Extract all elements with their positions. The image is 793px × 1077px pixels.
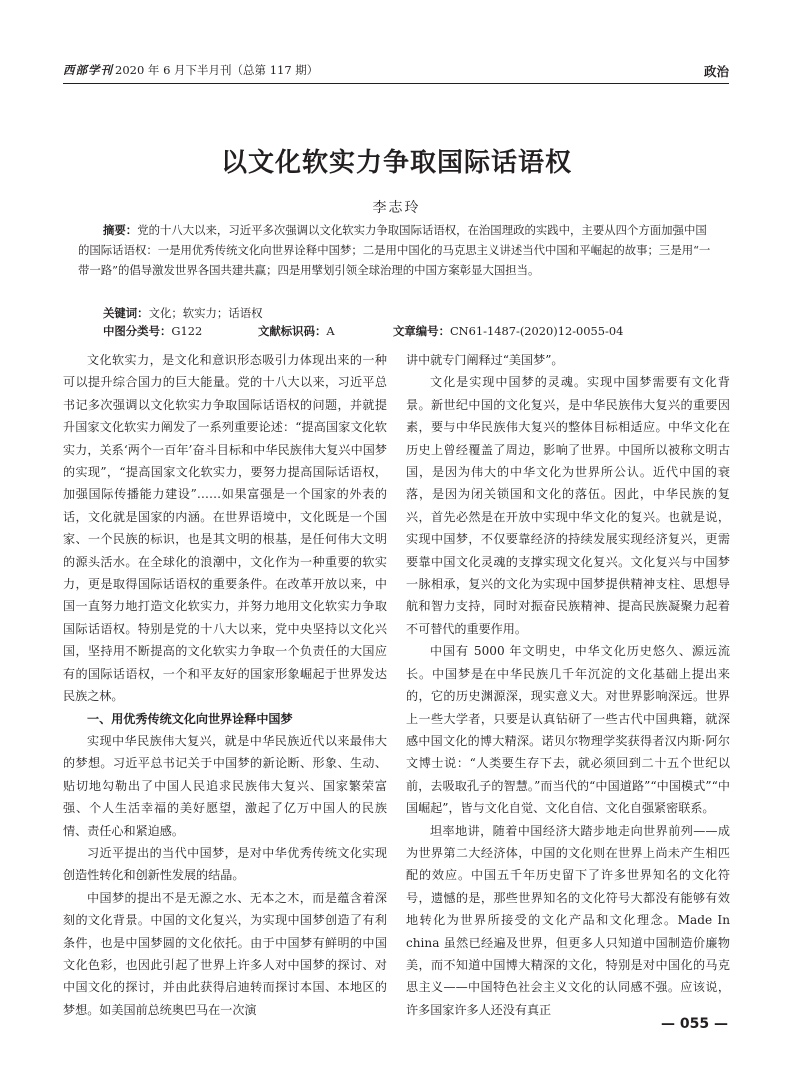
paragraph: 习近平提出的当代中国梦，是对中华优秀传统文化实现创造性转化和创新性发展的结晶。 <box>63 845 387 883</box>
running-header <box>63 60 729 80</box>
doc-code-value: A <box>326 324 335 338</box>
paragraph: 文化是实现中国梦的灵魂。实现中国梦需要有文化背景。新世纪中国的文化复兴，是中华民族伟大复兴的重要因素，要与中华民族伟大复兴的整体目标相适应。中华文化在历史上曾经覆盖了周边，影响了世界。中国所以被称文明古国，是因为伟大的中华文化为世界所公认。近代中国的衰落，是因为闭关锁国和文化的落伍。因此，中华民族的复兴，首先必然是在开放中实现中华文化的复兴。也就是说，实现中国梦，不仅要靠经济的持续发展实现经济复兴，更需要靠中国文化灵魂的支撑实现文化复兴。文化复兴与中国梦一脉相承，复兴的文化为实现中国梦提供精神支柱、思想导航和智力支持，同时对振奋民族精神、提高民族凝聚力起着不可替代的重要作用。 <box>406 375 730 636</box>
journal-name: 西部学刊 <box>63 63 113 77</box>
doc-code-label: 文献标识码： <box>258 324 327 338</box>
paragraph: 文化软实力，是文化和意识形态吸引力体现出来的一种可以提升综合国力的巨大能量。党的十八大以来，习近平总书记多次强调以文化软实力争取国际话语权的问题，并就提升国家文化软实力阐发了一系列重要论述：“提高国家文化软实力，关系‘两个一百年’奋斗目标和中华民族伟大复兴中国梦的实现”，“提高国家文化软实力，要努力提高国际话语权，加强国际传播能力建设”……如果富强是一个国家的外表的话，文化就是国家的内涵。在世界语境中，文化既是一个国家、一个民族的标识，也是其文明的根基，是任何伟大文明的源头活水。在全球化的浪潮中，文化作为一种重要的软实力，更是取得国际话语权的重要条件。在改革开放以来，中国一直努力地打造文化软实力，并努力地用文化软实力争取国际话语权。特别是党的十八大以来，党中央坚持以文化兴国，坚持用不断提高的文化软实力争取一个负责任的大国应有的国际话语权，一个和平友好的国家形象崛起于世界发达民族之林。 <box>63 353 387 704</box>
article-number-label: 文章编号： <box>393 324 450 338</box>
body-left-column <box>63 349 387 1021</box>
clc-value: G122 <box>171 324 203 338</box>
header-rule <box>63 83 729 84</box>
article-title: 以文化软实力争取国际话语权 <box>220 148 572 178</box>
article-author: 李志玲 <box>372 200 421 216</box>
issue-info: 2020 年 6 月下半月刊（总第 117 期） <box>115 63 319 77</box>
paragraph-continued: 讲中就专门阐释过“美国梦”。 <box>406 353 564 367</box>
body-right-column <box>406 349 730 1021</box>
paragraph: 中国梦的提出不是无源之水、无本之木，而是蕴含着深刻的文化背景。中国的文化复兴，为实现中国梦创造了有利条件，也是中国梦圆的文化依托。由于中国梦有鲜明的中国文化色彩，也因此引起了世界上许多人对中国梦的探讨、对中国文化的探讨，并由此获得启迪转而探讨本国、本地区的梦想。如美国前总统奥巴马在一次演 <box>63 890 387 1017</box>
abstract-label: 摘要： <box>103 223 138 237</box>
paragraph: 中国有 5000 年文明史，中华文化历史悠久、源远流长。中国梦是在中华民族几千年沉淀的文化基础上提出来的，它的历史渊源深，现实意义大。对世界影响深远。世界上一些大学者，只要是认真钻研了一些古代中国典籍，就深感中国文化的博大精深。诺贝尔物理学奖获得者汉内斯·阿尔文博士说：“人类要生存下去，就必须回到二十五个世纪以前，去吸取孔子的智慧。”而当代的“中国道路”“中国模式”“中国崛起”，皆与文化自觉、文化自信、文化自强紧密联系。 <box>406 644 730 816</box>
keywords <box>103 305 263 321</box>
article-number-value: CN61-1487-(2020)12-0055-04 <box>449 324 624 338</box>
paragraph: 坦率地讲，随着中国经济大踏步地走向世界前列——成为世界第二大经济体，中国的文化则在世界上尚未产生相匹配的效应。中国五千年历史留下了许多世界知名的文化符号，遗憾的是，那些世界知名的文化符号大都没有能够有效地转化为世界所接受的文化产品和文化理念。Made In china 虽然已经遍及世界，但更多人只知道中国制造价廉物美，而不知道中国博大精深的文化，特别是对中国化的马克思主义——中国特色社会主义文化的认同感不强。应该说，许多国家许多人还没有真正 <box>406 823 730 1017</box>
section-label: 政治 <box>703 64 729 79</box>
abstract <box>78 221 718 280</box>
section-heading: 一、用优秀传统文化向世界诠释中国梦 <box>87 711 293 726</box>
paragraph: 实现中华民族伟大复兴，就是中华民族近代以来最伟大的梦想。习近平总书记关于中国梦的新论断、形象、生动、贴切地勾勒出了中国人民追求民族伟大复兴、国家繁荣富强、个人生活幸福的美好愿望，激起了亿万中国人的民族情、责任心和紧迫感。 <box>63 733 387 838</box>
journal-info <box>63 62 318 78</box>
keywords-label: 关键词： <box>103 306 149 320</box>
clc-label: 中图分类号： <box>103 324 172 338</box>
abstract-text: 党的十八大以来，习近平多次强调以文化软实力争取国际话语权，在治国理政的实践中，主要从四个方面加强中国的国际话语权：一是用优秀传统文化向世界诠释中国梦；二是用中国化的马克思主义讲述当代中国和平崛起的故事；三是用“一带一路”的倡导激发世界各国共建共赢；四是用擘划引领全球治理的中国方案彰显大国担当。 <box>78 223 711 277</box>
page-number: — 055 — <box>661 1016 728 1032</box>
keywords-text: 文化；软实力；话语权 <box>148 306 263 320</box>
